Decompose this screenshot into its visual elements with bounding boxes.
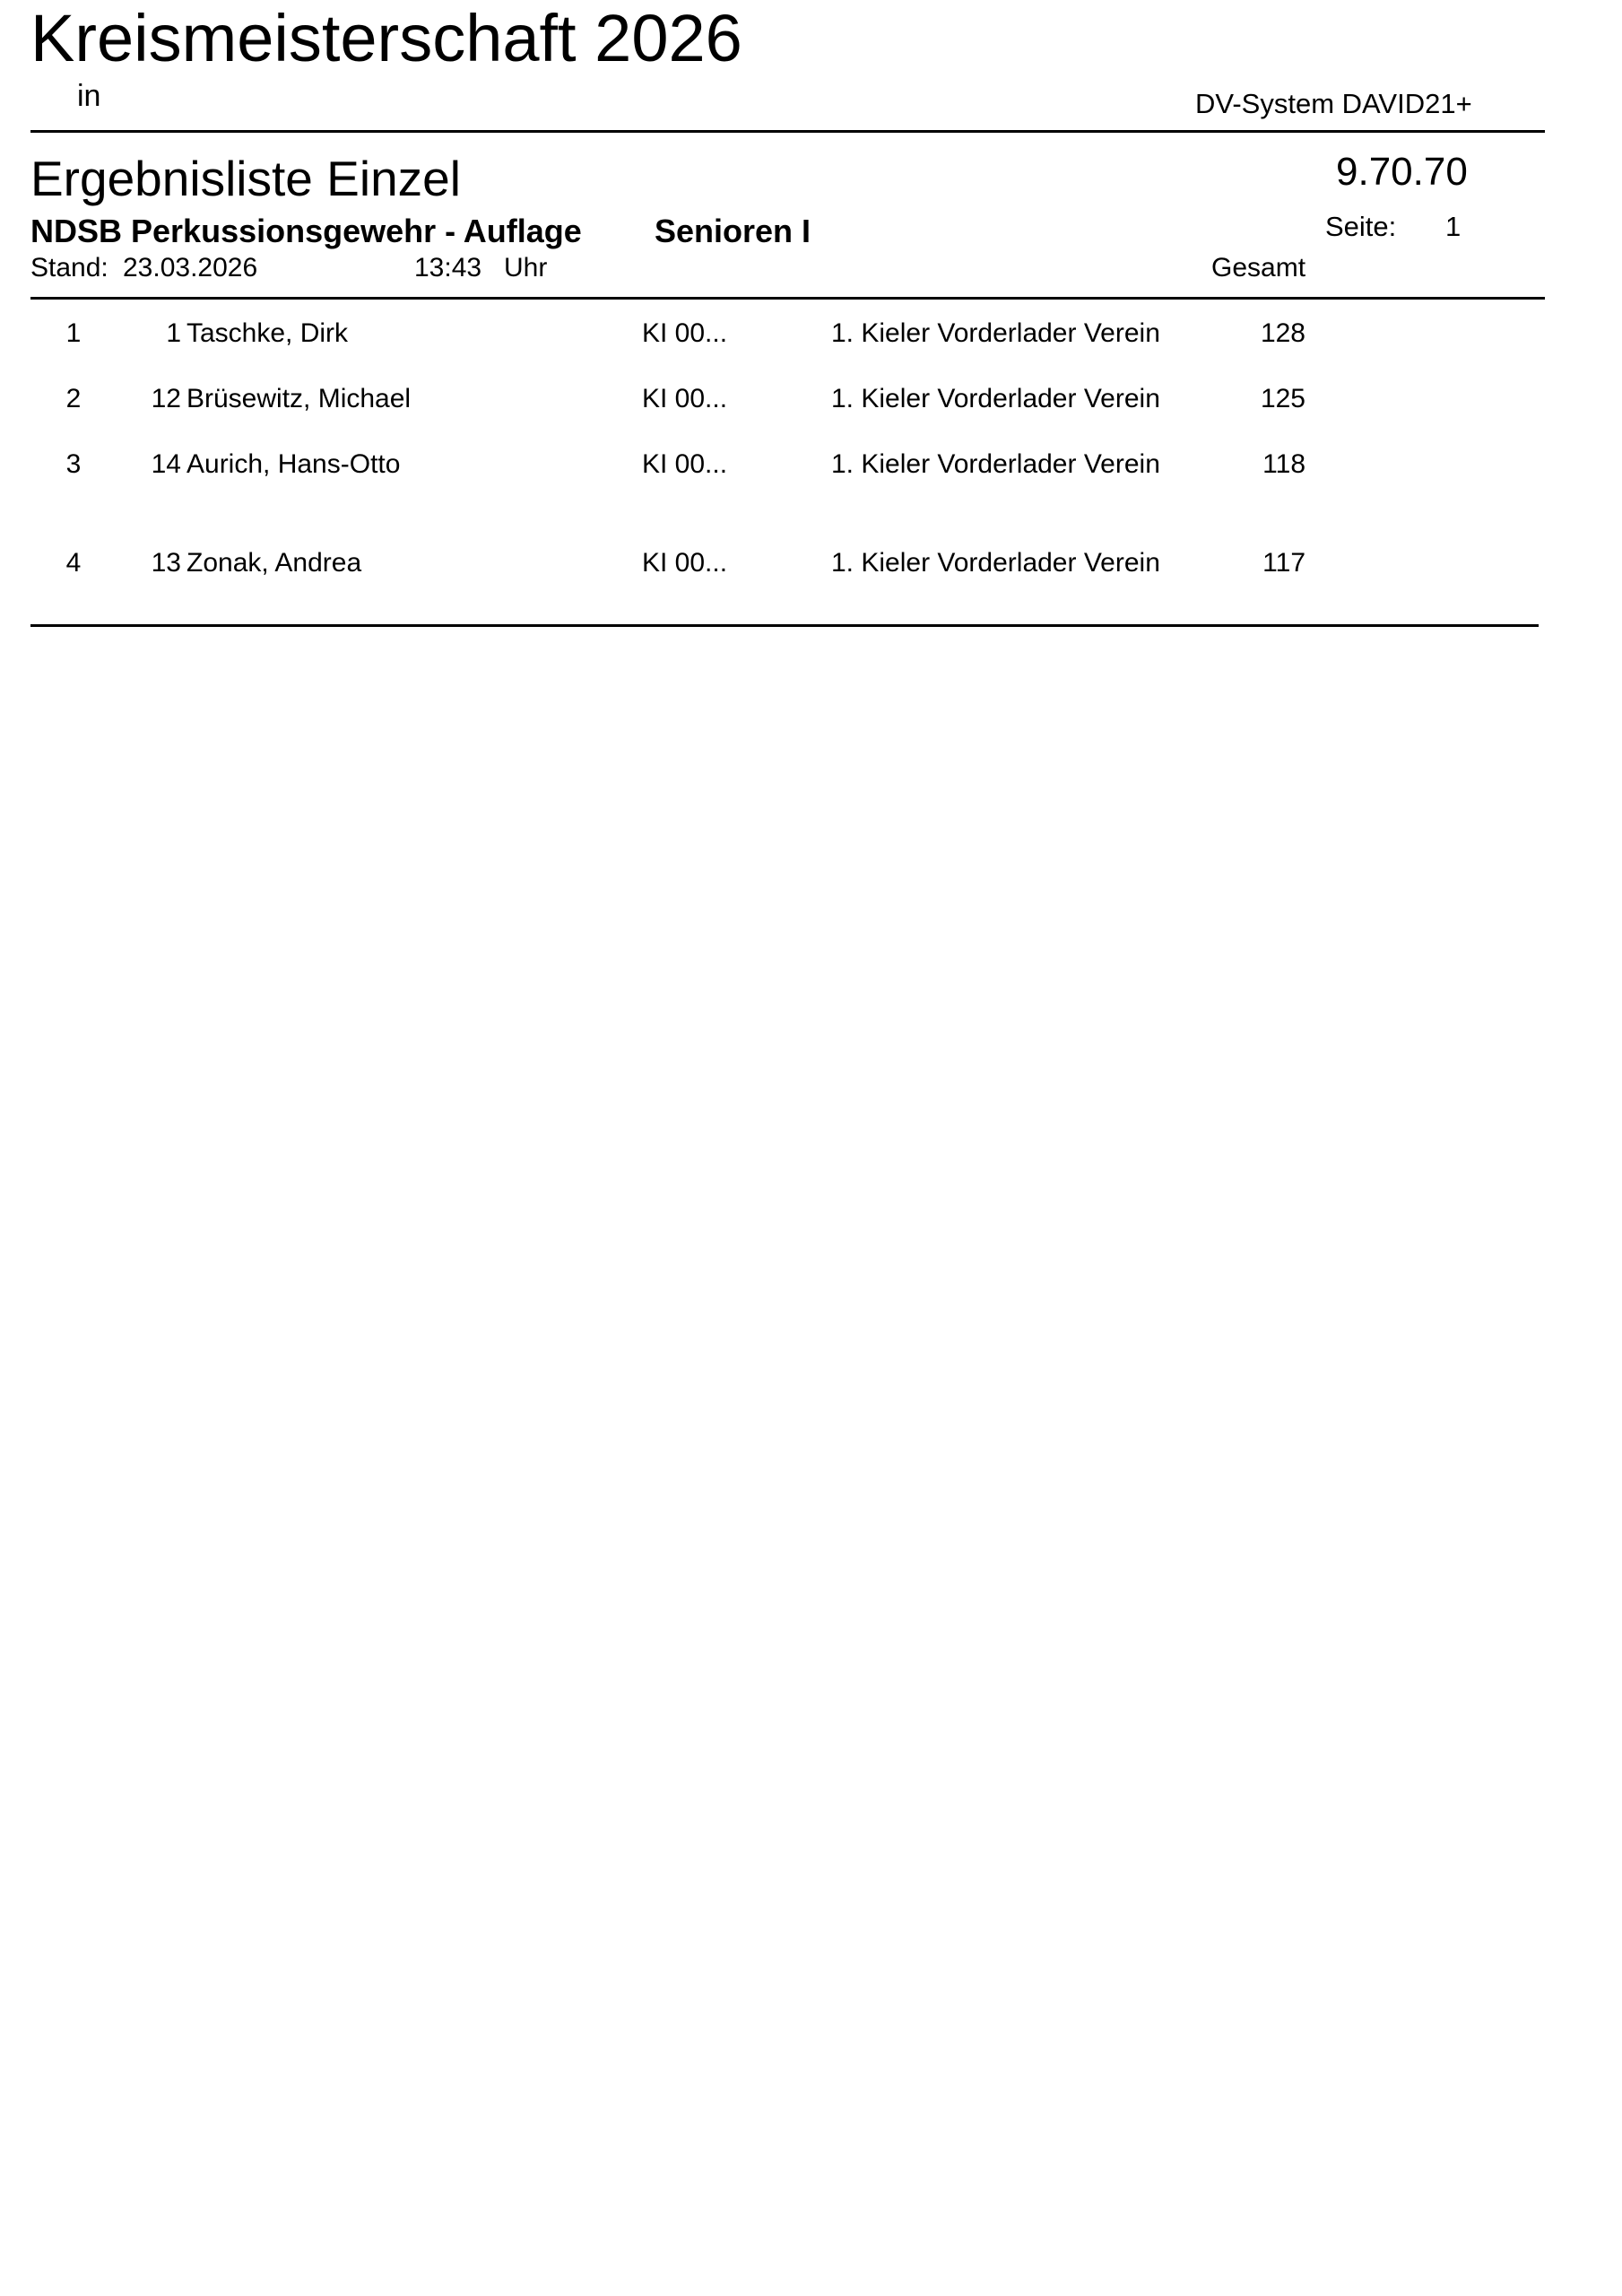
club-cell: 1. Kieler Vorderlader Verein [831,449,1160,479]
list-code: 9.70.70 [1336,150,1468,194]
shooter-name-cell: Brüsewitz, Michael [186,384,412,413]
stand-date: 23.03.2026 [123,253,258,283]
discipline-title: NDSB Perkussionsgewehr - Auflage [30,213,582,249]
shooter-code-cell: KI 00... [642,384,728,413]
rank-cell: 4 [65,548,82,578]
club-cell: 1. Kieler Vorderlader Verein [831,548,1160,578]
start-number-cell: 1 [166,318,181,348]
club-cell: 1. Kieler Vorderlader Verein [831,384,1160,413]
rank-cell: 2 [65,384,82,413]
stand-unit: Uhr [504,253,548,283]
shooter-code-cell: KI 00... [642,548,728,578]
result-row [0,320,1622,356]
stand-label: Stand: [30,253,108,283]
page-number: 1 [1445,211,1462,242]
table-header-divider [30,297,1545,300]
result-row [0,451,1622,487]
result-row [0,550,1622,586]
club-cell: 1. Kieler Vorderlader Verein [831,318,1160,348]
venue-prefix: in [77,79,101,113]
age-class-title: Senioren I [655,213,811,249]
stand-time: 13:43 [414,253,482,283]
total-column-header: Gesamt [1211,253,1306,283]
table-footer-divider [30,624,1539,627]
rank-cell: 3 [65,449,82,479]
list-title: Ergebnisliste Einzel [30,151,461,206]
shooter-name-cell: Aurich, Hans-Otto [186,449,401,479]
total-score-cell: 118 [1262,449,1305,479]
rank-cell: 1 [65,318,82,348]
shooter-code-cell: KI 00... [642,318,728,348]
total-score-cell: 128 [1260,318,1305,348]
start-number-cell: 12 [151,384,181,413]
start-number-cell: 14 [151,449,181,479]
total-score-cell: 117 [1262,548,1305,578]
page-label: Seite: [1325,211,1397,242]
software-label: DV-System DAVID21+ [1195,88,1472,119]
result-row [0,386,1622,422]
shooter-name-cell: Zonak, Andrea [186,548,362,578]
start-number-cell: 13 [151,548,181,578]
shooter-code-cell: KI 00... [642,449,728,479]
event-title: Kreismeisterschaft 2026 [30,1,742,75]
shooter-name-cell: Taschke, Dirk [186,318,349,348]
total-score-cell: 125 [1260,384,1305,413]
header-divider [30,130,1545,133]
